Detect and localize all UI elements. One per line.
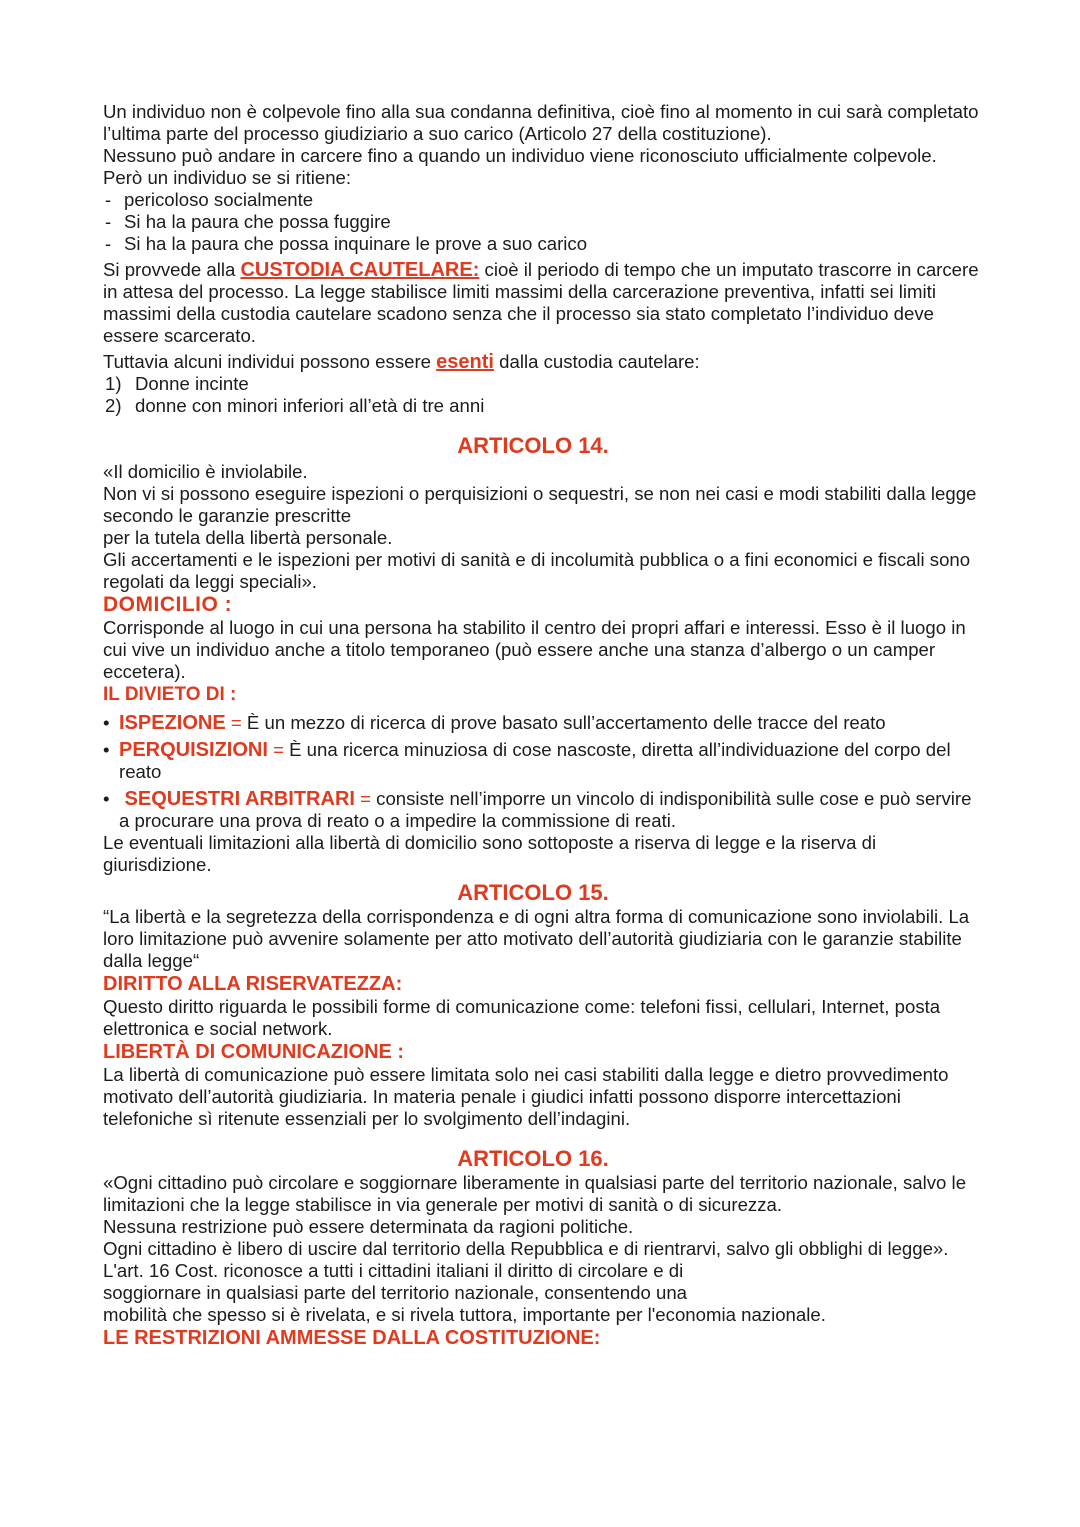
bullet-term: SEQUESTRI ARBITRARI xyxy=(119,788,355,810)
divieto-heading: IL DIVIETO DI : xyxy=(103,684,237,705)
list-item: - pericoloso socialmente xyxy=(103,189,983,211)
document-page xyxy=(103,101,983,1350)
list-text: Donne incinte xyxy=(135,373,249,394)
art16-commento: mobilità che spesso si è rivelata, e si rivela tuttora, importante per l'economia nazionale. xyxy=(103,1304,826,1325)
intro-paragraph-carcere: Nessuno può andare in carcere fino a quando un individuo viene riconosciuto ufficialmente colpevole. xyxy=(103,145,937,166)
art14-closing: Le eventuali limitazioni alla libertà di domicilio sono sottoposte a riserva di legge e la riserva di giurisdizione. xyxy=(103,832,877,875)
bullet-eq: = xyxy=(354,788,377,809)
domicilio-heading: DOMICILIO : xyxy=(103,593,233,616)
list-text: donne con minori inferiori all’età di tre anni xyxy=(135,395,485,416)
custodia-after: cioè il periodo di tempo che un imputato trascorre in carcere in attesa del processo. La legge stabilisce limiti massimi della carcerazione preventiva, infatti sei limiti massimi della custodia cautelare scadono senza che il processo sia stato completato l’individuo deve essere scarcerato. xyxy=(103,259,979,346)
dash-list xyxy=(103,189,983,255)
bullet-text: consiste nell’imporre un vincolo di indisponibilità sulle cose e può servire a procurare una prova di reato o a impedire la commissione di reati. xyxy=(119,788,972,831)
list-item xyxy=(103,395,983,417)
bullet-text: È una ricerca minuziosa di cose nascoste, diretta all’individuazione del corpo del reato xyxy=(119,739,951,782)
art14-quote: «Il domicilio è inviolabile. xyxy=(103,461,308,482)
bullet-eq: = xyxy=(267,739,290,760)
intro-paragraph-ritiene: Però un individuo se si ritiene: xyxy=(103,167,352,188)
art16-quote: «Ogni cittadino può circolare e soggiornare liberamente in qualsiasi parte del territorio nazionale, salvo le limitazioni che la legge stabilisce in via generale per motivi di sanità o di sicurezza. xyxy=(103,1172,967,1215)
list-number: 1) xyxy=(105,373,122,394)
bullet-term: PERQUISIZIONI xyxy=(119,739,268,761)
esenti-before: Tuttavia alcuni individui possono essere xyxy=(103,351,437,372)
art16-commento: soggiornare in qualsiasi parte del territorio nazionale, consentendo una xyxy=(103,1282,688,1303)
comunicazione-heading: LIBERTÀ DI COMUNICAZIONE : xyxy=(103,1041,405,1063)
domicilio-text: Corrisponde al luogo in cui una persona ha stabilito il centro dei propri affari e interessi. Esso è il luogo in cui vive un individuo anche a titolo temporaneo (può essere anche una stanza d’albergo o un camper eccetera). xyxy=(103,617,966,682)
riservatezza-text: Questo diritto riguarda le possibili forme di comunicazione come: telefoni fissi, cellulari, Internet, posta elettronica e social network. xyxy=(103,996,941,1039)
list-item: - Si ha la paura che possa fuggire xyxy=(103,211,983,233)
bullet-eq: = xyxy=(225,712,247,733)
art14-quote: per la tutela della libertà personale. xyxy=(103,527,393,548)
art15-quote: “La libertà e la segretezza della corrispondenza e di ogni altra forma di comunicazione sono inviolabili. La loro limitazione può avvenire solamente per atto motivato dell’autorità giudiziaria con le garanzie stabilite dalla legge“ xyxy=(103,906,970,971)
art14-quote: Non vi si possono eseguire ispezioni o perquisizioni o sequestri, se non nei casi e modi stabiliti dalla legge secondo le garanzie prescritte xyxy=(103,483,977,526)
intro-paragraph-presunzione: Un individuo non è colpevole fino alla sua condanna definitiva, cioè fino al momento in cui sarà completato l’ultima parte del processo giudiziario a suo carico (Articolo 27 della costituzione). xyxy=(103,101,979,144)
list-item xyxy=(103,739,983,783)
custodia-term: CUSTODIA CAUTELARE: xyxy=(240,259,480,281)
divieto-list xyxy=(103,712,983,832)
esenti-after: dalla custodia cautelare: xyxy=(493,351,700,372)
custodia-before: Si provvede alla xyxy=(103,259,241,280)
art16-quote: Nessuna restrizione può essere determinata da ragioni politiche. xyxy=(103,1216,634,1237)
list-item xyxy=(103,373,983,395)
list-item: - Si ha la paura che possa inquinare le prove a suo carico xyxy=(103,233,983,255)
esenti-term: esenti xyxy=(436,351,494,373)
list-item xyxy=(103,712,983,734)
custodia-paragraph xyxy=(103,259,983,347)
article-16-title: ARTICOLO 16. xyxy=(457,1146,609,1171)
bullet-text: È un mezzo di ricerca di prove basato sull’accertamento delle tracce del reato xyxy=(246,712,886,733)
esenti-paragraph xyxy=(103,351,983,373)
list-number: 2) xyxy=(105,395,122,416)
comunicazione-text: La libertà di comunicazione può essere limitata solo nei casi stabiliti dalla legge e dietro provvedimento motivato dell’autorità giudiziaria. In materia penale i giudici infatti possono disporre intercettazioni telefoniche sì ritenute essenziali per lo svolgimento dell’indagini. xyxy=(103,1064,949,1129)
article-14-title: ARTICOLO 14. xyxy=(457,433,609,458)
art16-quote: Ogni cittadino è libero di uscire dal territorio della Repubblica e di rientrarvi, salvo gli obblighi di legge». xyxy=(103,1238,949,1259)
restrizioni-heading: LE RESTRIZIONI AMMESSE DALLA COSTITUZIONE: xyxy=(103,1327,601,1349)
numbered-list xyxy=(103,373,983,417)
art14-quote: Gli accertamenti e le ispezioni per motivi di sanità e di incolumità pubblica o a fini economici e fiscali sono regolati da leggi speciali». xyxy=(103,549,971,592)
art16-commento: L'art. 16 Cost. riconosce a tutti i cittadini italiani il diritto di circolare e di xyxy=(103,1260,684,1281)
bullet-term: ISPEZIONE xyxy=(119,712,226,734)
list-item xyxy=(103,788,983,832)
article-15-title: ARTICOLO 15. xyxy=(457,880,609,905)
riservatezza-heading: DIRITTO ALLA RISERVATEZZA: xyxy=(103,973,403,995)
